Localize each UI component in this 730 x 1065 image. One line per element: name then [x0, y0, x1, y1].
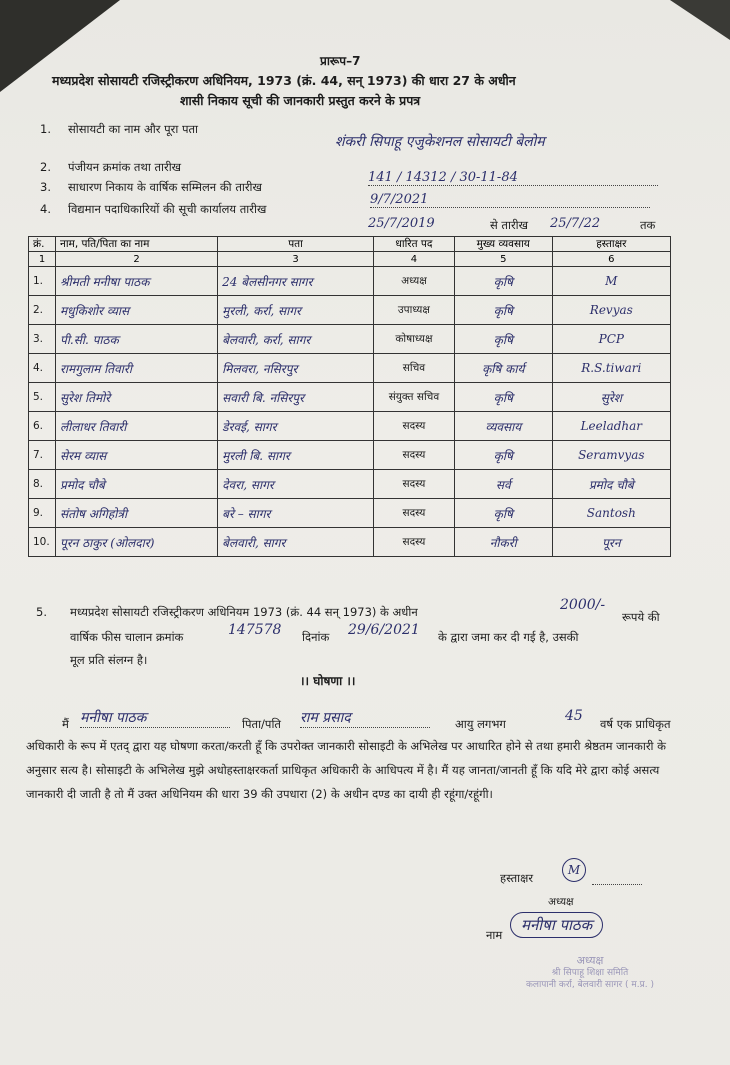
col-number: 4: [373, 252, 454, 267]
field-1-number: 1.: [40, 122, 51, 136]
declaration-prefix: मैं: [62, 717, 69, 731]
table-row: [29, 470, 671, 499]
table-row: [29, 354, 671, 383]
relation-label: पिता/पति: [242, 717, 281, 731]
signature-line: [592, 884, 642, 885]
item-5-text-1: मध्यप्रदेश सोसायटी रजिस्ट्रीकरण अधिनियम 1973 (क्रं. 44 सन् 1973) के अधीन: [70, 605, 418, 619]
row-occupation: व्यवसाय: [454, 412, 552, 441]
declaration-text-1: वर्ष एक प्राधिकृत: [600, 717, 671, 731]
field-4-label: विद्यमान पदाधिकारियों की सूची कार्यालय तारीख: [68, 202, 267, 216]
col-number: 3: [218, 252, 374, 267]
row-signature: Santosh: [552, 499, 670, 528]
row-post: सदस्य: [373, 412, 454, 441]
declarant-name: मनीषा पाठक: [80, 708, 230, 728]
table-row: [29, 499, 671, 528]
seal-line-3: कलापानी कर्रा, बेलवारी सागर ( म.प्र. ): [525, 980, 655, 990]
row-signature: पूरन: [552, 528, 670, 557]
row-occupation: कृषि: [454, 499, 552, 528]
row-post: सदस्य: [373, 528, 454, 557]
row-name: मधुकिशोर व्यास: [56, 296, 218, 325]
table-row: [29, 528, 671, 557]
item-5-text-5: मूल प्रति संलग्न है।: [70, 653, 148, 667]
row-occupation: कृषि: [454, 267, 552, 296]
challan-number: 147578: [228, 622, 282, 638]
seal-line-1: अध्यक्ष: [576, 954, 604, 967]
table-row: [29, 383, 671, 412]
row-address: डेरवई, सागर: [218, 412, 374, 441]
declaration-body: अधिकारी के रूप में एतद् द्वारा यह घोषणा करता/करती हूँ कि उपरोक्त जानकारी सोसाइटी के अभिलेख पर आधारित होने से तथा हमारी श्रेष्ठतम जानकारी के अनुसार सत्य है। सोसाइटी के अभिलेख मुझे अधोहस्ताक्षरकर्ता प्राधिकृत अधिकारी के आधिपत्य में है। मैं यह जानता/जानती हूँ कि यदि मेरे द्वारा कोई असत्य जानकारी दी जाती है तो मैं उक्त अधिनियम की धारा 39 की उपधारा (2) के अधीन दण्ड का दायी ही रहूंगा/रहूंगी।: [26, 739, 666, 801]
age-label: आयु लगभग: [455, 717, 506, 731]
col-header-occupation: मुख्य व्यवसाय: [454, 237, 552, 252]
row-serial: 6.: [29, 412, 56, 441]
field-2-number: 2.: [40, 160, 51, 174]
row-post: सचिव: [373, 354, 454, 383]
row-serial: 5.: [29, 383, 56, 412]
row-address: मुरली, कर्रा, सागर: [218, 296, 374, 325]
office-from-date: 25/7/2019: [368, 216, 435, 231]
row-serial: 2.: [29, 296, 56, 325]
row-serial: 1.: [29, 267, 56, 296]
row-post: सदस्य: [373, 441, 454, 470]
table-row: [29, 412, 671, 441]
row-serial: 4.: [29, 354, 56, 383]
society-name-value: शंकरी सिपाहू एजुकेशनल सोसायटी बेलोम: [335, 134, 545, 150]
col-number: 1: [29, 252, 56, 267]
row-address: सवारी बि. नसिरपुर: [218, 383, 374, 412]
row-occupation: सर्व: [454, 470, 552, 499]
row-occupation: कृषि कार्य: [454, 354, 552, 383]
row-post: कोषाध्यक्ष: [373, 325, 454, 354]
office-to-date: 25/7/22: [550, 216, 601, 231]
signatory-name: मनीषा पाठक: [510, 912, 603, 938]
signature-label: हस्ताक्षर: [500, 871, 534, 885]
row-signature: Leeladhar: [552, 412, 670, 441]
row-name: पूरन ठाकुर (ओलदार): [56, 528, 218, 557]
row-occupation: कृषि: [454, 383, 552, 412]
table-row: [29, 267, 671, 296]
item-5-text-2: रूपये की: [622, 610, 660, 624]
form-number: प्रारूप–7: [320, 54, 361, 68]
row-post: सदस्य: [373, 499, 454, 528]
office-bearers-table: [28, 236, 671, 557]
row-post: अध्यक्ष: [373, 267, 454, 296]
row-serial: 10.: [29, 528, 56, 557]
row-occupation: कृषि: [454, 441, 552, 470]
row-occupation: नौकरी: [454, 528, 552, 557]
row-signature: PCP: [552, 325, 670, 354]
row-name: सेरम व्यास: [56, 441, 218, 470]
form-subtitle: शासी निकाय सूची की जानकारी प्रस्तुत करने के प्रपत्र: [180, 93, 421, 108]
item-5-date-label: दिनांक: [302, 630, 330, 644]
row-name: प्रमोद चौबे: [56, 470, 218, 499]
signatory-title: अध्यक्ष: [548, 896, 574, 908]
act-title: मध्यप्रदेश सोसायटी रजिस्ट्रीकरण अधिनियम, 1973 (क्रं. 44, सन् 1973) की धारा 27 के अधीन: [52, 73, 516, 88]
row-post: सदस्य: [373, 470, 454, 499]
row-name: संतोष अगिहोत्री: [56, 499, 218, 528]
row-name: रामगुलाम तिवारी: [56, 354, 218, 383]
table-row: [29, 325, 671, 354]
signature-mark: M: [562, 858, 586, 882]
table-row: [29, 296, 671, 325]
row-signature: R.S.tiwari: [552, 354, 670, 383]
row-address: देवरा, सागर: [218, 470, 374, 499]
row-post: संयुक्त सचिव: [373, 383, 454, 412]
page-shadow-corner-right: [670, 0, 730, 40]
row-serial: 8.: [29, 470, 56, 499]
declaration-heading: ।। घोषणा ।।: [300, 674, 356, 688]
seal-line-2: श्री सिपाहू शिक्षा समिति: [551, 968, 629, 978]
row-post: उपाध्यक्ष: [373, 296, 454, 325]
col-number: 5: [454, 252, 552, 267]
row-signature: M: [552, 267, 670, 296]
annual-meeting-date: 9/7/2021: [370, 192, 650, 208]
society-seal: [490, 955, 690, 991]
field-4-number: 4.: [40, 202, 51, 216]
col-header-name: नाम, पति/पिता का नाम: [56, 237, 218, 252]
from-date-label: से तारीख: [490, 218, 529, 232]
row-occupation: कृषि: [454, 296, 552, 325]
col-number: 6: [552, 252, 670, 267]
challan-date: 29/6/2021: [348, 622, 420, 638]
field-2-label: पंजीयन क्रमांक तथा तारीख: [68, 160, 182, 174]
row-name: लीलाधर तिवारी: [56, 412, 218, 441]
father-name: राम प्रसाद: [300, 708, 430, 728]
name-label: नाम: [486, 928, 503, 942]
to-date-suffix: तक: [640, 218, 656, 232]
chairperson-signature: [562, 858, 586, 882]
col-number: 2: [56, 252, 218, 267]
row-name: श्रीमती मनीषा पाठक: [56, 267, 218, 296]
fee-amount: 2000/-: [560, 597, 606, 613]
item-5-text-3: वार्षिक फीस चालान क्रमांक: [70, 630, 184, 644]
registration-value: 141 / 14312 / 30-11-84: [368, 170, 658, 186]
field-1-label: सोसायटी का नाम और पूरा पता: [68, 122, 199, 136]
row-name: सुरेश तिमोरे: [56, 383, 218, 412]
row-name: पी.सी. पाठक: [56, 325, 218, 354]
row-signature: Revyas: [552, 296, 670, 325]
row-address: मिलवरा, नसिरपुर: [218, 354, 374, 383]
row-serial: 3.: [29, 325, 56, 354]
item-5-number: 5.: [36, 605, 47, 619]
col-header-signature: हस्ताक्षर: [552, 237, 670, 252]
field-3-label: साधारण निकाय के वार्षिक सम्मिलन की तारीख: [68, 180, 262, 194]
row-address: 24 बेलसीनगर सागर: [218, 267, 374, 296]
row-signature: प्रमोद चौबे: [552, 470, 670, 499]
row-address: मुरली बि. सागर: [218, 441, 374, 470]
column-number-row: [29, 252, 671, 267]
age-value: 45: [565, 708, 583, 724]
field-3-number: 3.: [40, 180, 51, 194]
col-header-post: धारित पद: [373, 237, 454, 252]
col-header-address: पता: [218, 237, 374, 252]
row-signature: सुरेश: [552, 383, 670, 412]
row-address: बरे – सागर: [218, 499, 374, 528]
row-occupation: कृषि: [454, 325, 552, 354]
row-signature: Seramvyas: [552, 441, 670, 470]
row-address: बेलवारी, कर्रा, सागर: [218, 325, 374, 354]
col-header-serial: क्रं.: [29, 237, 56, 252]
table-row: [29, 441, 671, 470]
row-serial: 9.: [29, 499, 56, 528]
item-5-text-4: के द्वारा जमा कर दी गई है, उसकी: [438, 630, 579, 644]
row-address: बेलवारी, सागर: [218, 528, 374, 557]
row-serial: 7.: [29, 441, 56, 470]
